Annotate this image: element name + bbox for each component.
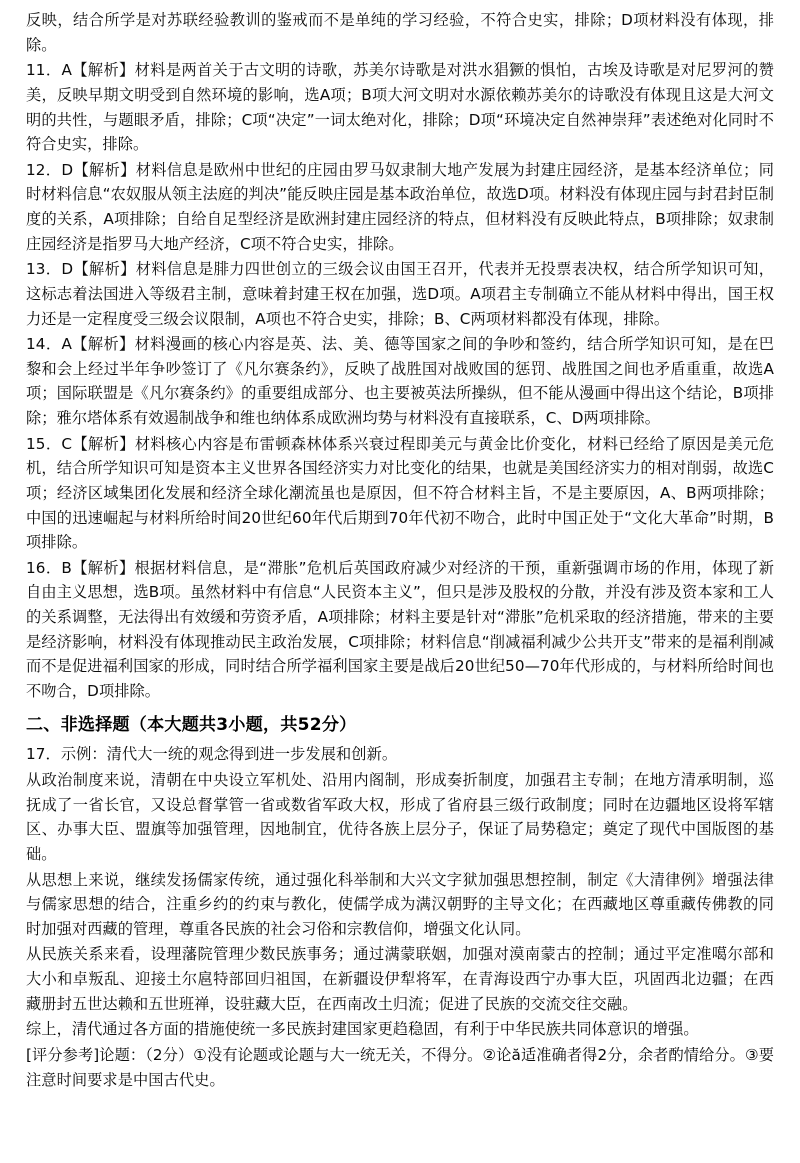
paragraph: 14．A【解析】材料漫画的核心内容是英、法、美、德等国家之间的争吵和签约，结合所学知识可知，是在巴黎和会上经过半年争吵签订了《凡尔赛条约》，反映了战胜国对战败国的惩罚、战胜国之间也矛盾重重，故选A项；国际联盟是《凡尔赛条约》的重要组成部分、也主要被英法所操纵，但不能从漫画中得出这个结论，B项排除；雅尔塔体系有效遏制战争和维也纳体系成欧洲均势与材料没有直接联系，C、D两项排除。 bbox=[26, 335, 774, 427]
paragraph: [评分参考]论题：（2分）①没有论题或论题与大一统无关，不得分。②论ă适准确者得2分，余者酌情给分。③要注意时间要求是中国古代史。 bbox=[26, 1045, 774, 1089]
paragraph: 16．B【解析】根据材料信息，是“滞胀”危机后英国政府减少对经济的干预，重新强调市场的作用，体现了新自由主义思想，选B项。虽然材料中有信息“人民资本主义”，但只是涉及股权的分散，并没有涉及资本家和工人的关系调整，无法得出有效缓和劳资矛盾，A项排除；材料主要是针对“滞胀”危机采取的经济措施，带来的主要是经济影响，材料没有体现推动民主政治发展，C项排除；材料信息“削减福利减少公共开支”带来的是福利削减而不是促进福利国家的形成，同时结合所学福利国家主要是战后20世纪50—70年代形成的，与材料所给时间也不吻合，D项排除。 bbox=[26, 558, 774, 700]
paragraph: 从政治制度来说，清朝在中央设立军机处、沿用内阁制，形成奏折制度，加强君主专制；在地方清承明制，巡抚成了一省长官，又设总督掌管一省或数省军政大权，形成了省府县三级行政制度；同时在边疆地区设将军辖区、办事大臣、盟旗等加强管理，因地制宜，优待各族上层分子，保证了局势稳定；奠定了现代中国版图的基础。 bbox=[26, 771, 774, 863]
paragraph: 反映，结合所学是对苏联经验教训的鉴戒而不是单纯的学习经验，不符合史实，排除；D项材料没有体现，排除。 bbox=[26, 11, 774, 54]
paragraph: 从民族关系来看，设理藩院管理少数民族事务；通过满蒙联姻，加强对漠南蒙古的控制；通过平定准噶尔部和大小和卓叛乱、迎接土尔扈特部回归祖国，在新疆设伊犁将军，在青海设西宁办事大臣，巩固西北边疆；在西藏册封五世达赖和五世班禅，设驻藏大臣，在西南改土归流；促进了民族的交流交往交融。 bbox=[26, 945, 774, 1013]
paragraph: 17．示例：清代大一统的观念得到进一步发展和创新。 bbox=[26, 745, 398, 764]
paragraph: 13．D【解析】材料信息是腓力四世创立的三级会议由国王召开，代表并无投票表决权，结合所学知识可知，这标志着法国进入等级君主制，意味着封建王权在加强，选D项。A项君主专制确立不能从材料中得出，国王权力还是一定程度受三级会议限制，A项也不符合史实，排除；B、C两项材料都没有体现，排除。 bbox=[26, 260, 774, 328]
paragraph: 从思想上来说，继续发扬儒家传统，通过强化科举制和大兴文字狱加强思想控制，制定《大清律例》增强法律与儒家思想的结合，注重乡约的约束与教化，使儒学成为满汉朝野的主导文化；在西藏地区尊重藏传佛教的同时加强对西藏的管理，尊重各民族的社会习俗和宗教信仰，增强文化认同。 bbox=[26, 870, 774, 938]
paragraph: 15．C【解析】材料核心内容是布雷顿森林体系兴衰过程即美元与黄金比价变化，材料已经给了原因是美元危机，结合所学知识可知是资本主义世界各国经济实力对比变化的结果，也就是美国经济实力的相对削弱，故选C项；经济区域集团化发展和经济全球化潮流虽也是原因，但不符合材料主旨，不是主要原因，A、B两项排除；中国的迅速崛起与材料所给时间20世纪60年代后期到70年代初不吻合，此时中国正处于“文化大革命”时期，B项排除。 bbox=[26, 434, 774, 552]
paragraph: 12．D【解析】材料信息是欧州中世纪的庄园由罗马奴隶制大地产发展为封建庄园经济，是基本经济单位；同时材料信息“农奴服从领主法庭的判决”能反映庄园是基本政治单位，故选D项。材料没有体现庄园与封君封臣制度的关系，A项排除；自给自足型经济是欧洲封建庄园经济的特点，但材料没有反映此特点，B项排除；奴隶制庄园经济是指罗马大地产经济，C项不符合史实，排除。 bbox=[26, 160, 774, 253]
section-heading: 二、非选择题（本大题共3小题，共52分） bbox=[26, 714, 357, 735]
paragraph: 11．A【解析】材料是两首关于古文明的诗歌，苏美尔诗歌是对洪水猖獗的惧怕，古埃及诗歌是对尼罗河的赞美，反映早期文明受到自然环境的影响，选A项；B项大河文明对水源依赖苏美尔的诗歌没有体现且这是大河文明的共性，与题眼矛盾，排除；C项“决定”一词太绝对化，排除；D项“环境决定自然神崇拜”表述绝对化同时不符合史实，排除。 bbox=[26, 61, 774, 154]
paragraph: 综上，清代通过各方面的措施使统一多民族封建国家更趋稳固，有利于中华民族共同体意识的增强。 bbox=[26, 1020, 699, 1039]
